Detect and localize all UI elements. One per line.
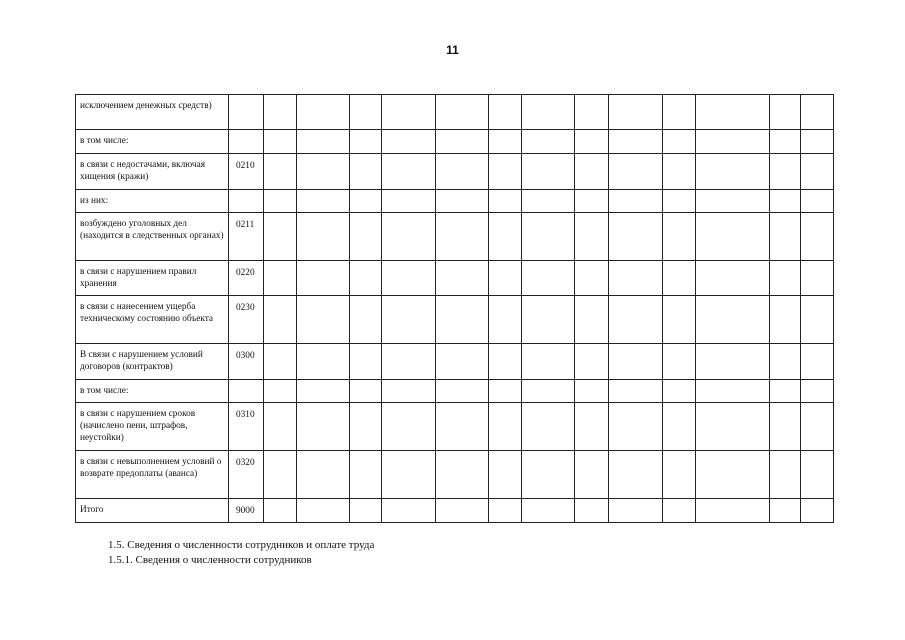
data-cell xyxy=(522,403,575,451)
table-row xyxy=(76,213,834,261)
data-cell xyxy=(489,296,522,344)
data-cell xyxy=(297,261,350,296)
row-label: в связи с нанесением ущерба техническому состоянию объекта xyxy=(76,296,229,344)
data-cell xyxy=(770,261,801,296)
row-code: 9000 xyxy=(229,499,264,523)
row-label: в связи с недостачами, включая хищения (кражи) xyxy=(76,154,229,190)
data-cell xyxy=(696,261,770,296)
data-cell xyxy=(609,213,663,261)
data-cell xyxy=(663,380,696,403)
data-cell xyxy=(770,95,801,130)
row-label: в связи с нарушением правил хранения xyxy=(76,261,229,296)
data-cell xyxy=(264,451,297,499)
data-cell xyxy=(382,403,436,451)
data-cell xyxy=(770,296,801,344)
data-cell xyxy=(489,403,522,451)
data-cell xyxy=(264,380,297,403)
data-cell xyxy=(770,190,801,213)
row-code xyxy=(229,95,264,130)
data-cell xyxy=(801,499,834,523)
data-cell xyxy=(696,296,770,344)
data-cell xyxy=(436,190,489,213)
data-cell xyxy=(575,380,609,403)
row-code: 0210 xyxy=(229,154,264,190)
table-row xyxy=(76,261,834,296)
data-cell xyxy=(522,451,575,499)
data-cell xyxy=(489,499,522,523)
data-cell xyxy=(350,499,382,523)
data-cell xyxy=(350,344,382,380)
data-cell xyxy=(382,499,436,523)
data-cell xyxy=(663,130,696,154)
data-cell xyxy=(801,95,834,130)
data-cell xyxy=(297,451,350,499)
data-cell xyxy=(436,451,489,499)
data-cell xyxy=(609,403,663,451)
data-cell xyxy=(575,130,609,154)
data-cell xyxy=(522,380,575,403)
data-cell xyxy=(575,154,609,190)
table-row xyxy=(76,154,834,190)
data-cell xyxy=(696,451,770,499)
data-cell xyxy=(575,344,609,380)
data-cell xyxy=(264,261,297,296)
data-cell xyxy=(696,344,770,380)
data-cell xyxy=(297,499,350,523)
data-cell xyxy=(436,499,489,523)
data-cell xyxy=(801,154,834,190)
row-label: возбуждено уголовных дел (находится в следственных органах) xyxy=(76,213,229,261)
data-cell xyxy=(489,380,522,403)
table-row xyxy=(76,95,834,130)
data-cell xyxy=(575,95,609,130)
data-cell xyxy=(522,154,575,190)
data-cell xyxy=(489,451,522,499)
data-cell xyxy=(696,130,770,154)
table-row xyxy=(76,190,834,213)
data-cell xyxy=(522,296,575,344)
data-cell xyxy=(382,213,436,261)
data-cell xyxy=(696,213,770,261)
table-row xyxy=(76,499,834,523)
data-cell xyxy=(575,190,609,213)
data-cell xyxy=(663,296,696,344)
data-cell xyxy=(436,261,489,296)
section-headings xyxy=(108,538,374,568)
table-row xyxy=(76,344,834,380)
data-cell xyxy=(382,130,436,154)
data-cell xyxy=(264,499,297,523)
data-cell xyxy=(770,403,801,451)
data-cell xyxy=(350,154,382,190)
row-code xyxy=(229,380,264,403)
data-cell xyxy=(770,130,801,154)
data-cell xyxy=(801,403,834,451)
data-cell xyxy=(382,154,436,190)
data-cell xyxy=(801,130,834,154)
data-cell xyxy=(696,499,770,523)
data-cell xyxy=(663,344,696,380)
data-cell xyxy=(489,190,522,213)
data-cell xyxy=(489,95,522,130)
data-cell xyxy=(801,213,834,261)
data-cell xyxy=(801,296,834,344)
data-cell xyxy=(801,261,834,296)
table-row xyxy=(76,296,834,344)
row-code: 0310 xyxy=(229,403,264,451)
row-code: 0211 xyxy=(229,213,264,261)
row-label: исключением денежных средств) xyxy=(76,95,229,130)
data-cell xyxy=(350,190,382,213)
data-cell xyxy=(436,213,489,261)
row-label: в связи с невыполнением условий о возврате предоплаты (аванса) xyxy=(76,451,229,499)
row-label: в том числе: xyxy=(76,380,229,403)
data-cell xyxy=(297,344,350,380)
data-cell xyxy=(609,95,663,130)
data-cell xyxy=(489,130,522,154)
data-cell xyxy=(436,154,489,190)
data-cell xyxy=(382,95,436,130)
data-cell xyxy=(382,190,436,213)
data-cell xyxy=(609,499,663,523)
data-cell xyxy=(382,344,436,380)
data-cell xyxy=(264,296,297,344)
data-cell xyxy=(522,130,575,154)
section-heading: 1.5. Сведения о численности сотрудников и оплате труда xyxy=(108,539,375,551)
data-cell xyxy=(350,296,382,344)
data-cell xyxy=(663,403,696,451)
data-cell xyxy=(609,296,663,344)
data-cell xyxy=(436,380,489,403)
data-cell xyxy=(489,261,522,296)
data-cell xyxy=(663,451,696,499)
data-cell xyxy=(609,344,663,380)
data-cell xyxy=(609,451,663,499)
data-cell xyxy=(696,190,770,213)
data-cell xyxy=(264,213,297,261)
data-cell xyxy=(663,213,696,261)
data-cell xyxy=(297,403,350,451)
data-cell xyxy=(663,154,696,190)
data-cell xyxy=(436,403,489,451)
data-cell xyxy=(770,154,801,190)
data-cell xyxy=(264,344,297,380)
table-row xyxy=(76,451,834,499)
data-cell xyxy=(770,499,801,523)
data-cell xyxy=(575,451,609,499)
data-cell xyxy=(382,261,436,296)
row-code: 0230 xyxy=(229,296,264,344)
data-cell xyxy=(609,380,663,403)
data-cell xyxy=(489,154,522,190)
data-cell xyxy=(350,130,382,154)
data-cell xyxy=(575,499,609,523)
row-code xyxy=(229,130,264,154)
data-cell xyxy=(382,296,436,344)
row-code: 0220 xyxy=(229,261,264,296)
data-cell xyxy=(350,261,382,296)
data-cell xyxy=(801,344,834,380)
data-cell xyxy=(575,296,609,344)
section-heading: 1.5.1. Сведения о численности сотрудников xyxy=(108,554,312,566)
data-cell xyxy=(770,213,801,261)
data-cell xyxy=(522,95,575,130)
data-cell xyxy=(264,190,297,213)
data-cell xyxy=(801,190,834,213)
data-cell xyxy=(609,261,663,296)
data-cell xyxy=(297,380,350,403)
data-cell xyxy=(609,130,663,154)
data-cell xyxy=(770,380,801,403)
data-cell xyxy=(297,130,350,154)
data-cell xyxy=(436,296,489,344)
data-cell xyxy=(663,190,696,213)
data-cell xyxy=(489,213,522,261)
table-row xyxy=(76,380,834,403)
data-cell xyxy=(801,380,834,403)
page-number: 11 xyxy=(446,43,459,57)
row-label: в том числе: xyxy=(76,130,229,154)
row-code: 0300 xyxy=(229,344,264,380)
report-table xyxy=(75,94,834,523)
data-cell xyxy=(609,154,663,190)
data-cell xyxy=(575,261,609,296)
data-cell xyxy=(297,154,350,190)
data-cell xyxy=(522,344,575,380)
data-cell xyxy=(350,380,382,403)
data-cell xyxy=(663,95,696,130)
data-cell xyxy=(770,451,801,499)
data-cell xyxy=(436,95,489,130)
data-cell xyxy=(801,451,834,499)
data-cell xyxy=(264,403,297,451)
data-cell xyxy=(489,344,522,380)
data-cell xyxy=(264,95,297,130)
data-cell xyxy=(522,261,575,296)
data-cell xyxy=(297,190,350,213)
data-cell xyxy=(663,261,696,296)
data-cell xyxy=(663,499,696,523)
data-cell xyxy=(297,213,350,261)
data-cell xyxy=(264,154,297,190)
data-cell xyxy=(522,499,575,523)
data-cell xyxy=(522,190,575,213)
data-cell xyxy=(350,95,382,130)
data-cell xyxy=(297,95,350,130)
data-cell xyxy=(522,213,575,261)
row-label: В связи с нарушением условий договоров (контрактов) xyxy=(76,344,229,380)
data-cell xyxy=(696,403,770,451)
data-cell xyxy=(575,213,609,261)
data-cell xyxy=(297,296,350,344)
data-cell xyxy=(350,451,382,499)
row-code xyxy=(229,190,264,213)
data-cell xyxy=(436,130,489,154)
table-row xyxy=(76,130,834,154)
data-cell xyxy=(770,344,801,380)
data-cell xyxy=(696,154,770,190)
data-cell xyxy=(350,213,382,261)
data-cell xyxy=(382,380,436,403)
row-code: 0320 xyxy=(229,451,264,499)
data-cell xyxy=(350,403,382,451)
table-row xyxy=(76,403,834,451)
row-label: в связи с нарушением сроков (начислено пени, штрафов, неустойки) xyxy=(76,403,229,451)
data-cell xyxy=(696,95,770,130)
data-cell xyxy=(382,451,436,499)
data-cell xyxy=(575,403,609,451)
row-label: Итого xyxy=(76,499,229,523)
data-cell xyxy=(609,190,663,213)
data-cell xyxy=(264,130,297,154)
data-cell xyxy=(696,380,770,403)
row-label: из них: xyxy=(76,190,229,213)
data-cell xyxy=(436,344,489,380)
